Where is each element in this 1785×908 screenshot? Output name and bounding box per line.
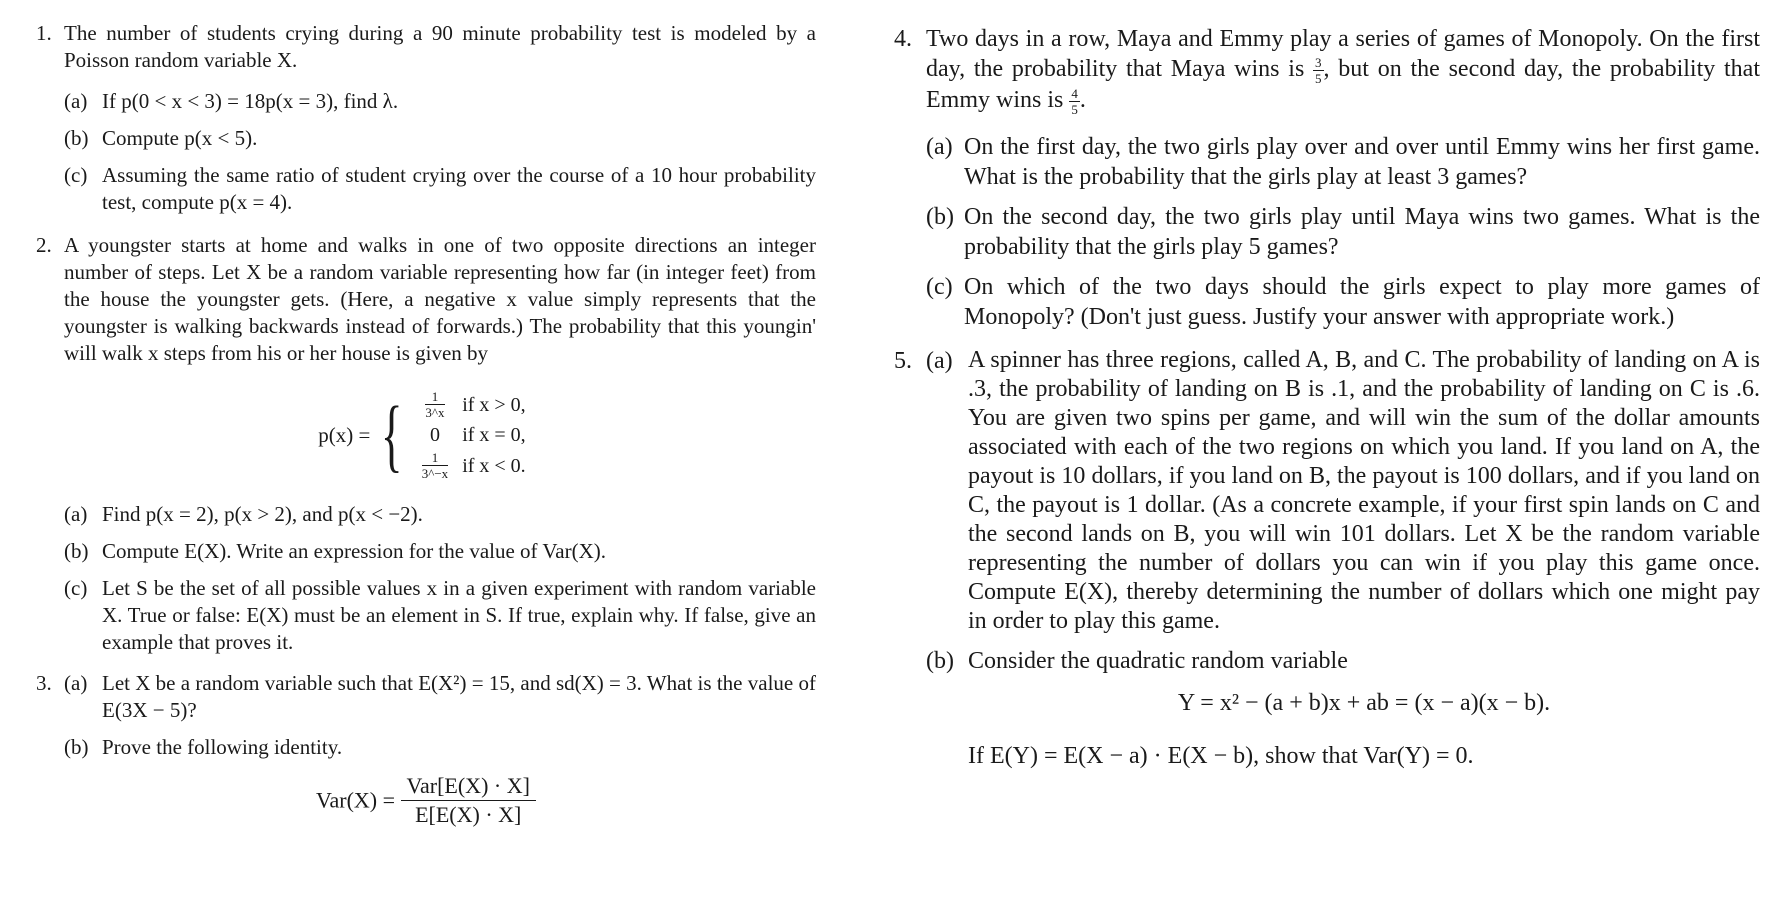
problem-5 (894, 346, 1760, 770)
problem-parts (926, 346, 1760, 676)
part-b (926, 202, 1760, 262)
quadratic-equation: Y = x² − (a + b)x + ab = (x − a)(x − b). (1177, 689, 1551, 716)
part-label: (a) (926, 133, 953, 160)
case-condition: if x < 0. (462, 454, 526, 477)
text-segment: , but on the second day, the probability that Emmy wins is (926, 56, 1760, 113)
case-negative (416, 450, 532, 481)
case-zero (416, 422, 532, 448)
part-label: (b) (64, 735, 89, 759)
part-label: (a) (64, 89, 88, 113)
frac-den: E[E(X) · X] (415, 802, 522, 827)
part-b (64, 734, 816, 761)
problem-number: 1. (36, 21, 52, 45)
frac-den: 3^−x (421, 466, 449, 481)
text-segment: . (1079, 86, 1086, 113)
part-label: (c) (64, 163, 88, 187)
problem-parts (64, 670, 816, 761)
part-label: (b) (64, 126, 89, 150)
frac-num: 3 (1315, 54, 1322, 70)
part-text: Compute E(X). Write an expression for the value of Var(X). (102, 539, 606, 563)
frac-num: 1 (425, 390, 444, 405)
part-label: (a) (926, 347, 953, 374)
problem-parts (926, 132, 1760, 332)
part-label: (a) (64, 671, 88, 695)
part-text: Let S be the set of all possible values x in a given experiment with random variable X. True or false: E(X) must be an element in S. If true, explain why. If false, give an example that proves it. (102, 576, 816, 654)
frac-den: 5 (1315, 70, 1322, 86)
right-column (894, 0, 1760, 770)
problem-text: The number of students crying during a 90 minute probability test is modeled by a Poisson random variable X. (64, 21, 816, 72)
pmf-lhs: p(x) = (318, 422, 371, 447)
part-text: Consider the quadratic random variable (968, 647, 1348, 674)
closing-statement: If E(Y) = E(X − a) · E(X − b), show that Var(Y) = 0. (968, 742, 1474, 769)
part-label: (c) (926, 273, 953, 300)
problem-1 (36, 20, 816, 216)
part-label: (b) (926, 203, 954, 230)
problem-number: 2. (36, 233, 52, 257)
identity-equation (36, 775, 816, 826)
text-segment: Two days in a row, Maya and Emmy play a series of games of Monopoly. On the first day, the probability that Maya wins is (926, 26, 1760, 82)
problem-text: A youngster starts at home and walks in one of two opposite directions an integer number of steps. Let X be a random variable representing how far (in integer feet) from the house the youngster gets. (Here, a negative x value simply represents that the youngster is walking backwards instead of forwards.) The probability that this youngin' will walk x steps from his or her house is given by (64, 233, 816, 365)
part-a (64, 501, 816, 528)
problem-2 (36, 232, 816, 656)
part-text: If p(0 < x < 3) = 18p(x = 3), find λ. (102, 89, 399, 113)
part-text: On the second day, the two girls play until Maya wins two games. What is the probability that the girls play 5 games? (964, 203, 1760, 260)
pmf-cases (414, 387, 534, 483)
part-text: Assuming the same ratio of student crying over the course of a 10 hour probability test, compute p(x = 4). (102, 163, 816, 214)
problem-parts (64, 501, 816, 656)
part-a (64, 88, 816, 115)
part-text: On which of the two days should the girls expect to play more games of Monopoly? (Don't just guess. Justify your answer with appropriate work.) (964, 273, 1760, 330)
problem-number: 4. (894, 26, 912, 52)
part-c (926, 272, 1760, 332)
part-text: A spinner has three regions, called A, B, and C. The probability of landing on A is .3, the probability of landing on B is .1, and the probability of landing on C is .6. You are given two spins per game, and will win the sum of the dollar amounts associated with each of the two regions on which you land. If you land on A, the payout is 10 dollars, if you land on B, the payout is 100 dollars, and if you land on C, the payout is 1 dollar. (As a concrete example, if your first spin lands on C and the second lands on B, you will win 101 dollars. Let X be the random variable representing the number of dollars you can win if you play this game once. Compute E(X), thereby determining the number of dollars which one might pay in order to play this game. (968, 346, 1760, 634)
identity-lhs: Var(X) = (316, 787, 396, 813)
part-label: (c) (64, 576, 88, 600)
identity-fraction (401, 775, 536, 826)
problem-4 (894, 24, 1760, 332)
case-positive (416, 389, 532, 420)
part-c (64, 575, 816, 656)
frac-num: 1 (422, 451, 448, 466)
frac-den: 5 (1071, 101, 1078, 117)
part-text: Let X be a random variable such that E(X²) = 15, and sd(X) = 3. What is the value of E(3X − 5)? (102, 671, 816, 722)
fraction-four-fifths (1069, 87, 1080, 116)
problem-number: 5. (894, 347, 912, 374)
fraction-three-fifths (1313, 56, 1324, 85)
frac-num: 4 (1071, 85, 1078, 101)
case-condition: if x > 0, (462, 393, 526, 416)
case-condition: if x = 0, (462, 424, 526, 446)
problem-3 (36, 670, 816, 826)
part-b (64, 538, 816, 565)
case-value: 0 (429, 424, 440, 446)
problem-parts (64, 88, 816, 216)
fraction (425, 390, 444, 419)
part-label: (b) (64, 539, 89, 563)
problem-text (926, 24, 1760, 116)
part-text: Prove the following identity. (102, 735, 343, 759)
pmf-definition (36, 387, 816, 483)
part-b (64, 125, 816, 152)
fraction (422, 451, 448, 480)
part-label: (a) (64, 502, 88, 526)
part-text: On the first day, the two girls play over and over until Emmy wins her first game. What is the probability that the girls play at least 3 games? (964, 133, 1760, 190)
part-b (926, 646, 1760, 676)
part-a (926, 132, 1760, 192)
part-c (64, 162, 816, 216)
part-text: Compute p(x < 5). (102, 126, 258, 150)
frac-den: 3^x (425, 405, 445, 420)
part-label: (b) (926, 647, 954, 674)
part-a (926, 346, 1760, 636)
left-column (36, 0, 816, 826)
left-brace: { (381, 389, 403, 480)
part-text: Find p(x = 2), p(x > 2), and p(x < −2). (102, 502, 423, 526)
part-a (64, 670, 816, 724)
problem-number: 3. (36, 671, 52, 695)
frac-num: Var[E(X) · X] (401, 775, 536, 801)
